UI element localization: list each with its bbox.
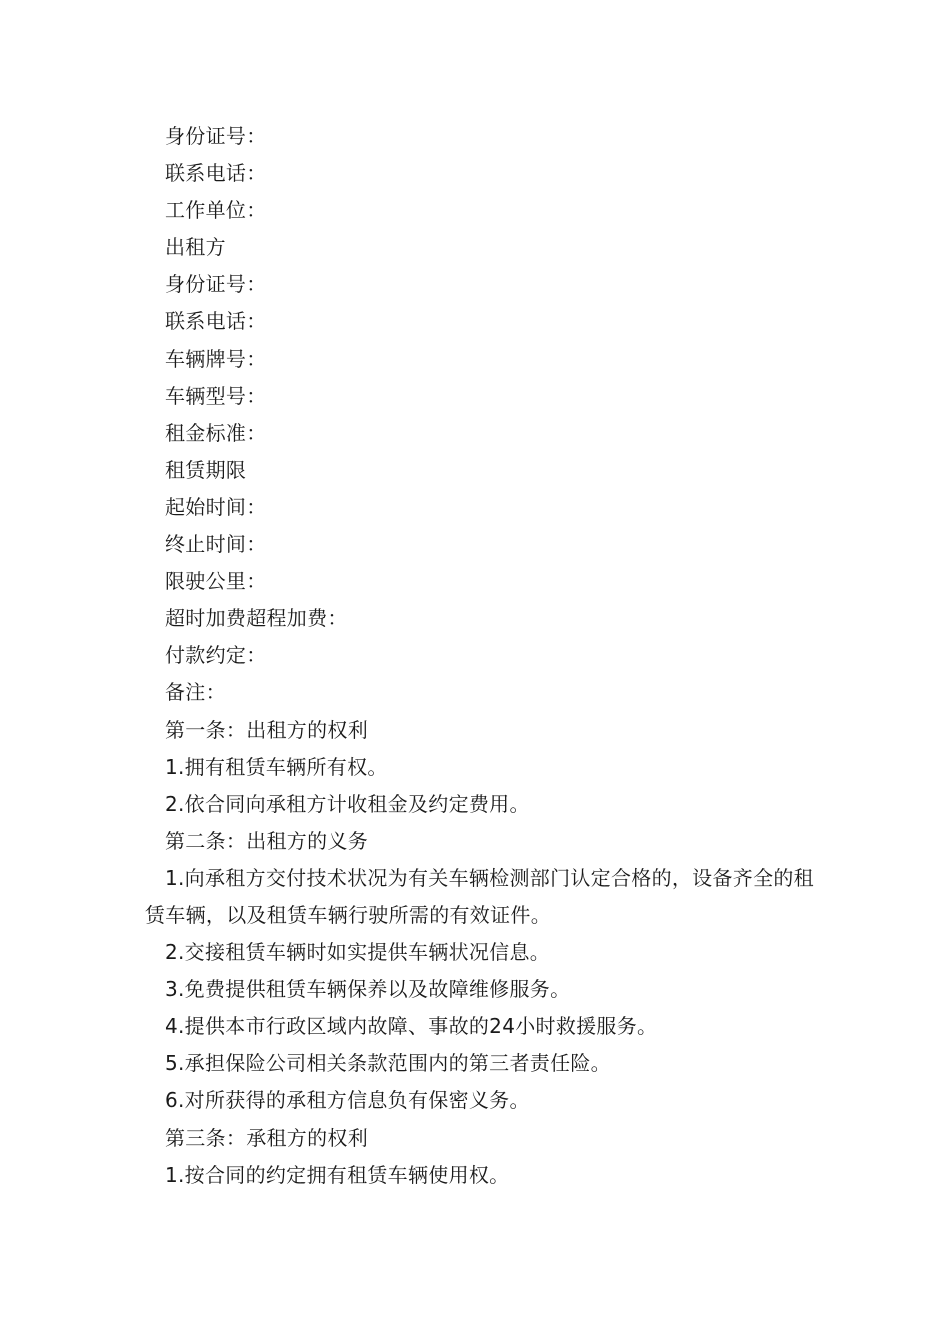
document-body [145,118,815,1194]
article-1-item-2: 2.依合同向承租方计收租金及约定费用。 [165,791,530,816]
field-remarks: 备注： [165,680,226,705]
article-2-item-4: 4.提供本市行政区域内故障、事故的24小时救援服务。 [165,1014,658,1039]
field-payment-terms: 付款约定： [165,643,267,668]
article-2-item-6: 6.对所获得的承租方信息负有保密义务。 [165,1088,530,1113]
field-plate-number: 车辆牌号： [165,346,267,371]
article-2-heading: 第二条：出租方的义务 [165,828,368,853]
article-2-item-1: 1.向承租方交付技术状况为有关车辆检测部门认定合格的，设备齐全的租赁车辆，以及租赁车辆行驶所需的有效证件。 [145,865,814,927]
field-phone: 联系电话： [165,161,267,186]
field-employer: 工作单位： [165,198,267,223]
field-end-time: 终止时间： [165,532,267,557]
field-rent-standard: 租金标准： [165,420,267,445]
field-lessor-phone: 联系电话： [165,309,267,334]
field-id-number: 身份证号： [165,124,267,148]
field-vehicle-model: 车辆型号： [165,383,267,408]
article-3-item-1: 1.按合同的约定拥有租赁车辆使用权。 [165,1162,510,1187]
article-2-item-5: 5.承担保险公司相关条款范围内的第三者责任险。 [165,1051,611,1076]
field-overtime-fee: 超时加费超程加费： [165,606,348,631]
section-lessor: 出租方 [165,235,226,260]
article-2-item-3: 3.免费提供租赁车辆保养以及故障维修服务。 [165,977,571,1002]
article-1-heading: 第一条：出租方的权利 [165,717,368,742]
article-3-heading: 第三条：承租方的权利 [165,1125,368,1150]
article-2-item-2: 2.交接租赁车辆时如实提供车辆状况信息。 [165,940,551,965]
article-1-item-1: 1.拥有租赁车辆所有权。 [165,754,388,779]
field-lessor-id-number: 身份证号： [165,272,267,297]
field-start-time: 起始时间： [165,494,267,519]
field-mileage-limit: 限驶公里： [165,569,267,594]
section-lease-term: 租赁期限 [165,457,247,482]
